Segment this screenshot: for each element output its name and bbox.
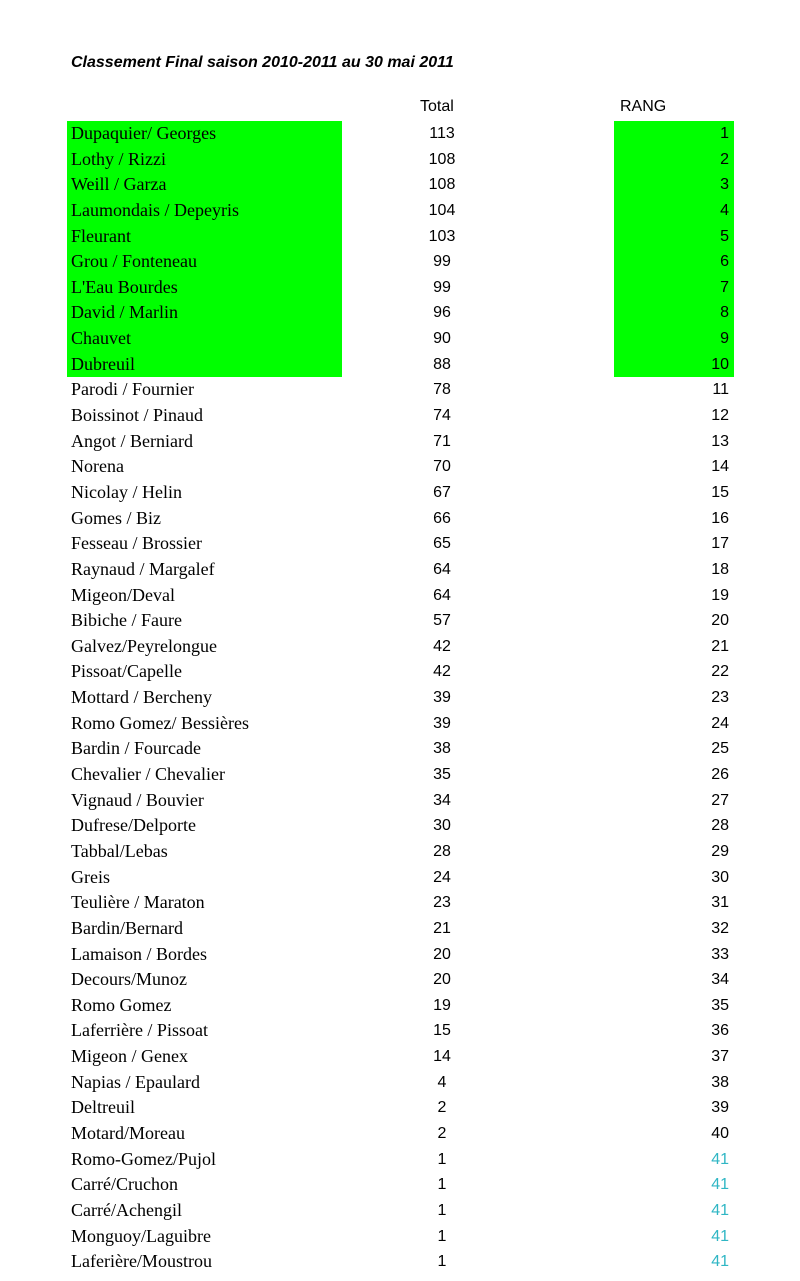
team-name-cell: Carré/Cruchon [71, 1174, 178, 1195]
table-row [0, 300, 800, 326]
table-row [0, 224, 800, 250]
total-cell: 2 [437, 1099, 447, 1117]
total-cell: 34 [433, 791, 451, 809]
total-cell: 113 [429, 125, 455, 142]
table-row [0, 1172, 800, 1198]
total-cell: 39 [433, 689, 451, 707]
total-cell: 74 [433, 407, 451, 425]
team-name-cell: Norena [71, 456, 124, 477]
table-row [0, 1224, 800, 1250]
total-cell: 57 [433, 612, 451, 630]
rang-cell: 20 [711, 612, 729, 630]
total-cell: 71 [433, 432, 451, 450]
total-cell: 64 [433, 560, 451, 578]
total-cell: 90 [433, 330, 451, 348]
table-row [0, 736, 800, 762]
rang-cell: 16 [711, 509, 729, 527]
team-name-cell: Lothy / Rizzi [67, 147, 342, 173]
team-name-cell: Pissoat/Capelle [71, 661, 182, 682]
team-name-cell: Dupaquier/ Georges [67, 121, 342, 147]
rang-cell: 32 [711, 919, 729, 937]
rang-cell: 18 [711, 560, 729, 578]
table-row [0, 942, 800, 968]
team-name-cell: Greis [71, 866, 110, 887]
team-name-cell: Motard/Moreau [71, 1122, 185, 1143]
rang-cell: 21 [711, 637, 729, 655]
total-cell: 1 [437, 1201, 447, 1219]
table-row [0, 1070, 800, 1096]
table-row [0, 1121, 800, 1147]
team-name-cell: Parodi / Fournier [71, 379, 194, 400]
rang-cell: 41 [711, 1150, 729, 1168]
total-cell: 1 [437, 1253, 447, 1271]
rang-cell: 17 [711, 535, 729, 553]
rang-cell: 5 [614, 224, 734, 250]
team-name-cell: Deltreuil [71, 1097, 135, 1118]
rang-cell: 10 [614, 352, 734, 378]
total-cell: 1 [437, 1150, 447, 1168]
table-row [0, 1044, 800, 1070]
table-row [0, 1095, 800, 1121]
team-name-cell: Laferière/Moustrou [71, 1251, 212, 1272]
total-cell: 99 [433, 253, 451, 271]
total-cell: 108 [428, 150, 456, 168]
rang-cell: 24 [711, 714, 729, 732]
team-name-cell: Bardin/Bernard [71, 917, 183, 938]
rang-cell: 12 [711, 407, 729, 425]
total-cell: 28 [433, 842, 451, 860]
table-row [0, 659, 800, 685]
table-row [0, 788, 800, 814]
total-cell: 99 [433, 278, 451, 296]
rang-cell: 30 [711, 868, 729, 886]
team-name-cell: Romo-Gomez/Pujol [71, 1148, 216, 1169]
team-name-cell: Carré/Achengil [71, 1199, 182, 1220]
team-name-cell: Grou / Fonteneau [67, 249, 342, 275]
team-name-cell: Migeon / Genex [71, 1046, 188, 1067]
total-cell: 14 [433, 1048, 451, 1066]
rang-cell: 11 [712, 381, 729, 399]
ranking-table [0, 121, 800, 1275]
table-row [0, 967, 800, 993]
total-cell: 24 [433, 868, 451, 886]
team-name-cell: Angot / Berniard [71, 430, 193, 451]
table-row [0, 583, 800, 609]
total-cell: 104 [428, 201, 456, 219]
total-cell: 42 [433, 663, 451, 681]
team-name-cell: L'Eau Bourdes [67, 275, 342, 301]
table-row [0, 1018, 800, 1044]
table-row [0, 890, 800, 916]
rang-cell: 41 [711, 1176, 729, 1194]
total-cell: 66 [433, 509, 451, 527]
table-row [0, 634, 800, 660]
rang-cell: 1 [614, 121, 734, 147]
team-name-cell: Gomes / Biz [71, 507, 161, 528]
rang-column-header: RANG [620, 98, 667, 115]
total-cell: 88 [433, 355, 451, 373]
table-row [0, 685, 800, 711]
table-row [0, 121, 800, 147]
team-name-cell: Napias / Epaulard [71, 1071, 200, 1092]
total-cell: 39 [433, 714, 451, 732]
rang-cell: 9 [614, 326, 734, 352]
rang-cell: 3 [614, 172, 734, 198]
table-row [0, 711, 800, 737]
table-row [0, 557, 800, 583]
rang-cell: 8 [614, 300, 734, 326]
total-cell: 67 [433, 483, 451, 501]
total-cell: 78 [433, 381, 451, 399]
total-cell: 2 [437, 1124, 447, 1142]
team-name-cell: Migeon/Deval [71, 584, 175, 605]
total-cell: 64 [433, 586, 451, 604]
table-row [0, 813, 800, 839]
table-row [0, 352, 800, 378]
team-name-cell: Vignaud / Bouvier [71, 789, 204, 810]
team-name-cell: Nicolay / Helin [71, 481, 182, 502]
team-name-cell: David / Marlin [67, 300, 342, 326]
team-name-cell: Fleurant [67, 224, 342, 250]
rang-cell: 41 [711, 1227, 729, 1245]
table-row [0, 608, 800, 634]
total-cell: 96 [433, 304, 451, 322]
rang-cell: 37 [711, 1048, 729, 1066]
rang-cell: 36 [711, 1022, 729, 1040]
team-name-cell: Romo Gomez [71, 994, 172, 1015]
total-column-header: Total [420, 98, 454, 115]
total-cell: 38 [433, 740, 451, 758]
table-row [0, 454, 800, 480]
rang-cell: 14 [711, 458, 729, 476]
table-row [0, 275, 800, 301]
rang-cell: 29 [711, 842, 729, 860]
rang-cell: 13 [711, 432, 729, 450]
team-name-cell: Dubreuil [67, 352, 342, 378]
rang-cell: 6 [614, 249, 734, 275]
table-row [0, 993, 800, 1019]
team-name-cell: Laumondais / Depeyris [67, 198, 342, 224]
team-name-cell: Laferrière / Pissoat [71, 1020, 208, 1041]
total-cell: 42 [433, 637, 451, 655]
table-row [0, 506, 800, 532]
team-name-cell: Lamaison / Bordes [71, 943, 207, 964]
table-row [0, 172, 800, 198]
rang-cell: 4 [614, 198, 734, 224]
team-name-cell: Chevalier / Chevalier [71, 764, 225, 785]
rang-cell: 39 [711, 1099, 729, 1117]
rang-cell: 40 [711, 1124, 729, 1142]
total-cell: 65 [433, 535, 451, 553]
team-name-cell: Mottard / Bercheny [71, 687, 212, 708]
table-row [0, 429, 800, 455]
rang-cell: 41 [711, 1201, 729, 1219]
rang-cell: 23 [711, 689, 729, 707]
rang-cell: 22 [711, 663, 729, 681]
team-name-cell: Teulière / Maraton [71, 892, 205, 913]
total-cell: 108 [428, 176, 456, 194]
total-cell: 1 [437, 1176, 447, 1194]
rang-cell: 33 [711, 945, 729, 963]
rang-cell: 38 [711, 1073, 729, 1091]
total-cell: 70 [433, 458, 451, 476]
team-name-cell: Galvez/Peyrelongue [71, 635, 217, 656]
table-row [0, 1249, 800, 1275]
total-cell: 4 [437, 1073, 447, 1091]
table-row [0, 198, 800, 224]
team-name-cell: Monguoy/Laguibre [71, 1225, 211, 1246]
total-cell: 1 [437, 1227, 447, 1245]
rang-cell: 26 [711, 766, 729, 784]
table-row [0, 1147, 800, 1173]
table-row [0, 531, 800, 557]
table-row [0, 249, 800, 275]
team-name-cell: Tabbal/Lebas [71, 840, 168, 861]
total-cell: 19 [433, 996, 451, 1014]
total-cell: 15 [433, 1022, 451, 1040]
table-row [0, 839, 800, 865]
table-row [0, 147, 800, 173]
table-row [0, 326, 800, 352]
table-row [0, 403, 800, 429]
total-cell: 21 [433, 919, 451, 937]
table-row [0, 377, 800, 403]
total-cell: 30 [433, 817, 451, 835]
team-name-cell: Fesseau / Brossier [71, 533, 202, 554]
total-cell: 23 [433, 894, 451, 912]
rang-cell: 27 [711, 791, 729, 809]
total-cell: 20 [433, 971, 451, 989]
table-row [0, 1198, 800, 1224]
total-cell: 103 [428, 227, 456, 245]
total-cell: 35 [433, 766, 451, 784]
table-row [0, 762, 800, 788]
team-name-cell: Chauvet [67, 326, 342, 352]
rang-cell: 19 [711, 586, 729, 604]
table-row [0, 480, 800, 506]
team-name-cell: Raynaud / Margalef [71, 558, 215, 579]
team-name-cell: Boissinot / Pinaud [71, 405, 204, 426]
rang-cell: 34 [711, 971, 729, 989]
team-name-cell: Dufrese/Delporte [71, 815, 196, 836]
rang-cell: 41 [711, 1253, 729, 1271]
total-cell: 20 [433, 945, 451, 963]
table-row [0, 916, 800, 942]
rang-cell: 25 [711, 740, 729, 758]
rang-cell: 7 [614, 275, 734, 301]
team-name-cell: Bardin / Fourcade [71, 738, 201, 759]
team-name-cell: Bibiche / Faure [71, 610, 182, 631]
rang-cell: 28 [711, 817, 729, 835]
page-title: Classement Final saison 2010-2011 au 30 mai 2011 [71, 54, 454, 71]
team-name-cell: Decours/Munoz [71, 969, 187, 990]
team-name-cell: Romo Gomez/ Bessières [71, 712, 249, 733]
rang-cell: 15 [711, 483, 729, 501]
rang-cell: 31 [711, 894, 729, 912]
table-row [0, 865, 800, 891]
rang-cell: 2 [614, 147, 734, 173]
team-name-cell: Weill / Garza [67, 172, 342, 198]
rang-cell: 35 [711, 996, 729, 1014]
